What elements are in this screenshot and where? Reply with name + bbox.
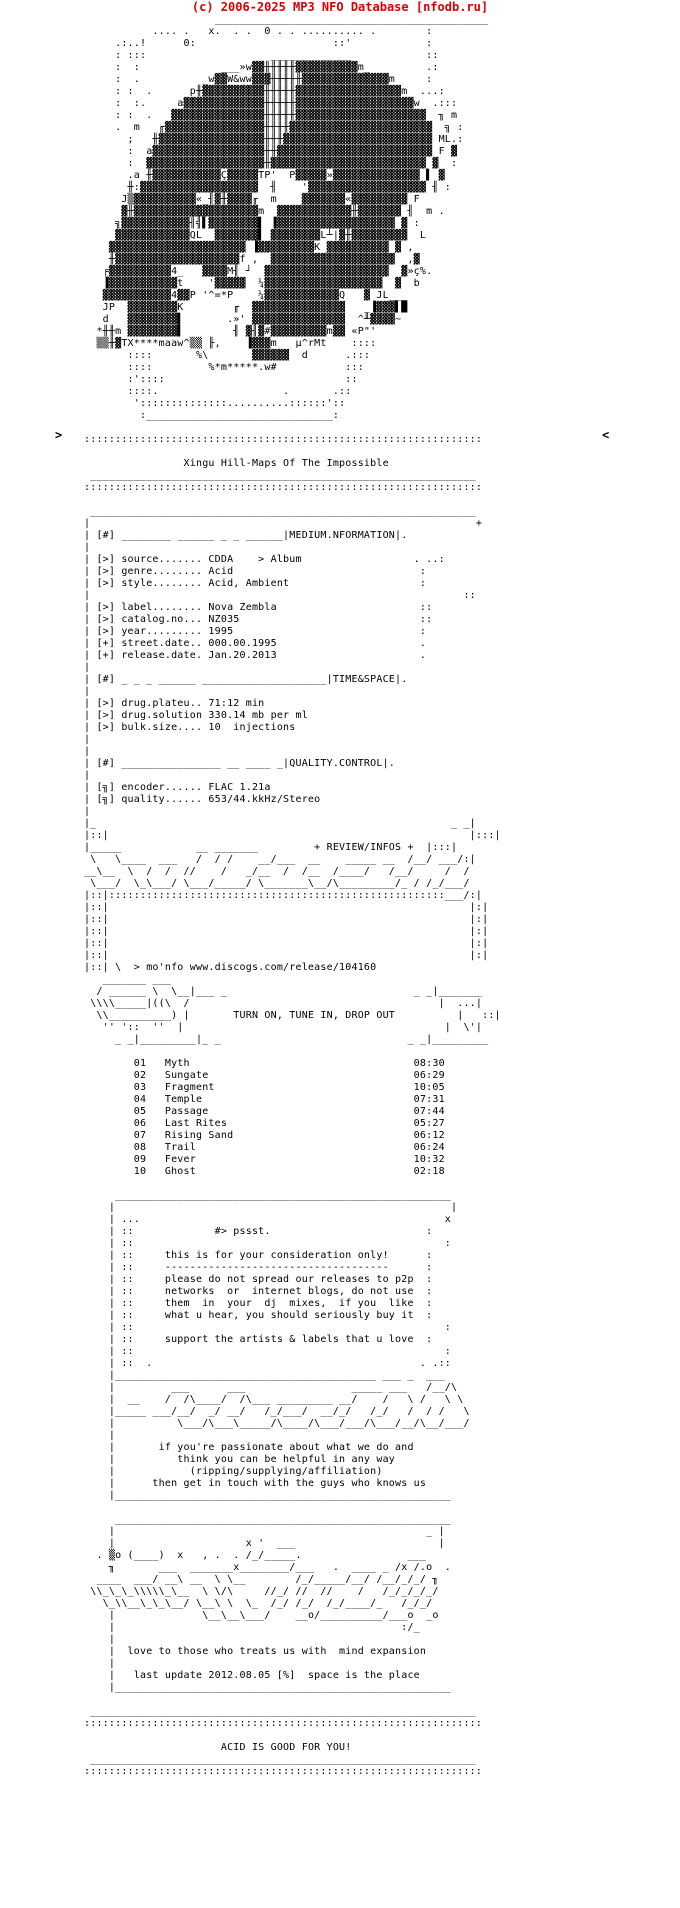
nfo-text: ____________________________________________ .... . x. . . 0 . . .......... . : .:..! 0: ::' : : ::: _____________ :: : : ___»w▓▓╫╫╫╫╫▓▓▓▓▓▓▓▓▓▓m_ .: : . _w▓▓W&ww▓▓▓╫╫╫╫╫▓▓▓▓▓▓▓▓▓▓▓▓▓▓m : : : . p╫▓▓▓▓▓▓▓▓▓▓╫╫╫╫╫▓▓▓▓▓▓▓▓▓▓▓▓▓▓▓▓▓m ...: : :. a▓▓▓▓▓▓▓▓▓▓▓▓▓╫╫╫╫╫▓▓▓▓▓▓▓▓▓▓▓▓▓▓▓▓▓▓▓w .::: : : . ▓▓▓▓▓▓▓▓▓▓▓▓▓▓▓╫╫╫╫╫▓▓▓▓▓▓▓▓▓▓▓▓▓▓▓▓▓▓▓▓▓ ╖ m . m ╓▓▓▓▓▓▓▓▓▓▓▓▓▓▓▓▓╫╫╫╫▓▓▓▓▓▓▓▓▓▓▓▓▓▓▓▓▓▓▓▓▓▓▓ ╗ : ; ╫▓▓▓▓▓▓▓▓▓▓▓▓▓▓▓▓▓╫╫╫▓▓▓▓▓▓▓▓▓▓▓▓▓▓▓▓▓▓▓▓▓▓▓▓ ML.: : a▓▓▓▓▓▓▓▓▓▓▓▓▓▓▓▓▓▓╫╫▓▓▓▓▓▓▓▓▓▓▓▓▓▓▓▓▓▓▓▓▓▓▓▓▓ F ▓ : ▓▓▓▓▓▓▓▓▓▓▓▓▓▓▓▓▓▓▓╫▓▓▓▓▓▓▓▓▓▓▓▓▓▓▓▓▓▓▓▓▓▓▓▓▓ ▓ : .a ╫▓▓▓▓▓▓▓▓▓▓▓Ç▓▓▓▓▓TP' P▓▓▓▓▓»▓▓▓▓▓▓▓▓▓▓▓▓▓▓ ▌ ▓ ╫:▓▓▓▓▓▓▓▓▓▓▓▓▓▓▓▓▓▓▓ ╢ '▓▓▓▓▓▓▓▓▓▓▓▓▓▓▓▓▓▓▓ ╢ : J▒▓▓▓▓▓▓▓▓▓▓«_╢▓╫▓▓▓▓╓ m ▓▓▓▓▓▓▓«▓▓▓▓▓▓▓▓▓ F ▓╫▓▓▓▓▓▓▓▓▓▓▓▓▓▓▓▓▓▓▓▓m ▓▓▓▓▓▓▓▓▓▓▓▓╫▓▓▓▓▓▓▓ ╢ m . ╗▓▓▓▓▓▓▓▓▓▓▓╢╣▌▓▓▓▓▓▓▓▓▌ ▐▓▓▓▓▓▓▓▓▓▓▓▓▓▓▓▓▓▓▓ ▓ : ▓▓▓▓▓▓▓▓▓▓▓▓QL ▓▓▓▓▓▓▓▌ ▓▓▓▓▓▓▓▓L┴|▓╫▓▓▓▓▓▓▓▓▓ L ▓▓▓▓▓▓▓▓▓▓▓▓▓▓▓▓▓▓▓▓▓▓ ▐▓▓▓▓▓▓▓▓▓K ▓▓▓▓▓▓▓▓▓▓ ▓ , ╫▓▓▓▓▓▓▓▓▓▓▓▓▓▓▓▓▓▓▓▓f , ▓▓▓▓▓▓▓▓▓▓▓▓▓▓▓▓▓▓▓▓ ,▓ ╒▓▓▓▓▓▓▓▓▓▓4_ ▓▓▓▓M╢ ┘ ▓▓▓▓▓▓▓▓▓▓▓▓▓▓▓▓▓▓▓▓ ▓»ç%. ▐▓▓▓▓▓▓▓▓▓▓▓t '▓▓▓▓▓ ¼▓▓▓▓▓▓▓▓▓▓▓▓▓▓▓▓▓▓▓ ▓ b ▓▓▓▓▓▓▓▓▓▓▓4▓▓P '^=*P ¼▓▓▓▓▓▓▓▓▓▓▓▓Q ▓ JL___ JP ▓▓▓▓▓▓▓▓K ╓ ▓▓▓▓▓▓▓▓▓▓▓▓▓▓▓ _▐▓▓▓▌█ d ▓▓▓▓▓▓▓▓▌ .»' ▓▓▓▓▓▓▓▓▓▓▓▓▓▓▓ ^╨▓▓▓▓~ *╫╫m ▓▓▓▓▓▓▓▓▌ ╢ ▓╢▓#▓▓▓▓▓▓▓▓▓m▓▓ «P"' ▒▒╫▓TX****maaw^▒▒ ╟, ▐▓▓▓m µ^rMt :::: :::: %\ ▓▓▓▓▓▓ d .::: :::: %*m*****.w# ::: :':::: :: ::::. . .:: '::::::::::::::..........::::::':: :______________________________: :::::::::::::::::::::::::::::::::::::::::::::::::::::::::::::::: Xingu Hill-Maps Of The Impossible ______________________________________________________________ :::::::::::::::::::::::::::::::::::::::::::::::::::::::::::::::: ______________________________________________________________ | + | [#] ________ ______ _ _ ______|MEDIUM.NFORMATION|. | | [>] source....... CDDA > Album . ..: | [>] genre........ Acid : | [>] style........ Acid, Ambient : | :: | [>] label........ Nova Zembla :: | [>] catalog.no... NZ035 :: | [>] year......... 1995 : | [+] street.date.. 000.00.1995 . | [+] release.date. Jan.20.2013 . | | [#] _ _ _ ______ ____________________|TIME&SPACE|. | | [>] drug.plateu.. 71:12 min | [>] drug.solution 330.14 mb per ml | [>] bulk.size.... 10 injections | | | [#] ________________ __ ____ _|QUALITY.CONTROL|. | | [╗] encoder...... FLAC 1.21a | [╗] quality...... 653/44.kkHz/Stereo | |_ _ _| |::| |:::| |_____ __ _______ + REVIEW/INFOS + |:::| \ \____ ___ / / / __/___ __ _____ __ /__/ ___/:| __\__ \ / / // / _/__ / /__ /____/ /__/ / / \___/ \_\___/ \___/_____/ \_______\__/\_________/_ / /_/___/ |::|::::::::::::::::::::::::::::::::::::::::::::::::::::::___/:| |::| |:| |::| |:| |::| |:| |::| |:| |::| |:| |::| \ > mo'nfo www.discogs.com/release/104160 _______ ___ / ______ \ \__|___ _ _ _|_______ \\\\_____|((\ / | ...| \\__________) | TURN ON, TUNE IN, DROP OUT | ::| '' ':: '' | | \'| _ _|_________|_ _ _ _|_________ 01 Myth 08:30 02 Sungate 06:29 03 Fragment 10:05 04 Temple 07:31 05 Passage 07:44 06 Last Rites 05:27 07 Rising Sand 06:12 08 Trail 06:24 09 Fever 10:32 10 Ghost 02:18 ______________________________________________________ | | | ... x | :: #> pssst. : | :: : | :: this is for your consideration only! : | :: ------------------------------------ : | :: please do not spread our releases to p2p : | :: networks or internet blogs, do not use : | :: them in your dj mixes, if you like : | :: what u hear, you should seriously buy it : | :: : | :: support the artists & labels that u love : | :: : | :: . . .:: |__________________________________________ ___ _ ___ | ___ ___ _____ ___ /__/\ | __ / /\____/ /\___ _________ __/ / \ / \ \ |_____ ___/__/ _/ __/ /_/___/ __/_/ /_/ / / / \ | \___/\___\_____/\____/\___/___/\___/__/\__/___/ | | if you're passionate about what we do and | think you can be helpful in any way | (ripping/supplying/affiliation) | then get in touch with the guys who knows us |______________________________________________________ ______________________________________________________ | _ | | x ' ___ | . ▒o (____) x , . . /_/_____. ___ ╖ ___ _______x________/___ . ____ _ /x /.o . ____ ___/ __\ __ \ \__ /_/_____/__/ /__/_/_/ ╖ \\_\_\_\\\\\_\__ \ \/\ //_/ // // / /_/_/_/_/ \_\\__\_\_\__/ \__\ \ \_ /_/ /_/ /_/____/_ /_/_/ | \__\__\___/ __o/__________/___o _o | :/_ | | love to those who treats us with mind expansion | | last update 2012.08.05 [%] space is the place |______________________________________________________ ______________________________________________________________ :::::::::::::::::::::::::::::::::::::::::::::::::::::::::::::::: ACID IS GOOD FOR YOU! ______________________________________________________________ ::::::::::::::::::::::::::::::::::::::::::::::::::::::::::::::::: [84, 14, 501, 1777]
nav-left-arrow: >: [55, 428, 63, 442]
copyright-banner[interactable]: (c) 2006-2025 MP3 NFO Database [nfodb.ru]: [191, 0, 489, 14]
nav-right-arrow: <: [602, 428, 610, 442]
